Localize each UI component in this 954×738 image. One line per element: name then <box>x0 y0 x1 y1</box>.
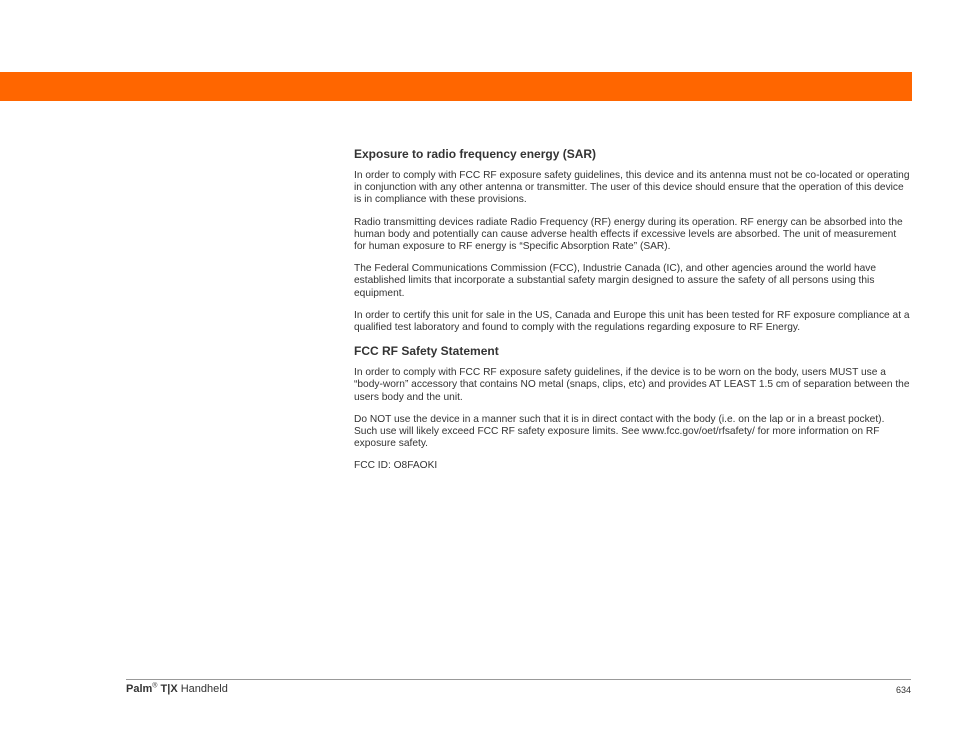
paragraph: In order to certify this unit for sale in the US, Canada and Europe this unit has been tested for RF exposure compliance at a qualified test laboratory and found to comply with the regulations regarding exposure to RF Energy. <box>354 309 910 334</box>
page-number: 634 <box>895 685 911 695</box>
footer-product: Handheld <box>180 683 228 695</box>
footer-model: T|X <box>160 683 178 695</box>
section-heading-sar: Exposure to radio frequency energy (SAR) <box>354 147 597 161</box>
document-body <box>354 147 910 483</box>
paragraph: Do NOT use the device in a manner such that it is in direct contact with the body (i.e. on the lap or in a breast pocket). Such use will likely exceed FCC RF safety exposure limits. See www.fcc.gov/oet/rfsafety/ for more information on RF exposure safety. <box>354 413 885 450</box>
registered-mark: ® <box>152 682 158 690</box>
footer-divider <box>126 679 911 680</box>
section-heading-fcc: FCC RF Safety Statement <box>354 344 499 359</box>
paragraph: In order to comply with FCC RF exposure safety guidelines, if the device is to be worn on the body, users MUST use a “body-worn” accessory that contains NO metal (snaps, clips, etc) and provides AT LEAST 1.5 cm of separation between the users body and the unit. <box>354 367 910 403</box>
footer-product-name <box>126 683 228 695</box>
footer-brand: Palm <box>126 683 153 695</box>
header-bar <box>0 72 912 101</box>
fcc-id: FCC ID: O8FAOKI <box>354 460 438 472</box>
paragraph: The Federal Communications Commission (FCC), Industrie Canada (IC), and other agencies around the world have established limits that incorporate a substantial safety margin designed to assure the safety of all persons using this equipment. <box>354 263 877 299</box>
paragraph: In order to comply with FCC RF exposure safety guidelines, this device and its antenna must not be co-located or operating in conjunction with any other antenna or transmitter. The user of this device should ensure that the operation of this device is in compliance with these provisions. <box>354 170 910 206</box>
paragraph: Radio transmitting devices radiate Radio Frequency (RF) energy during its operation. RF energy can be absorbed into the human body and potentially can cause adverse health effects if excessive levels are absorbed. The unit of measurement for human exposure to RF energy is “Specific Absorption Rate” (SAR). <box>354 216 903 253</box>
